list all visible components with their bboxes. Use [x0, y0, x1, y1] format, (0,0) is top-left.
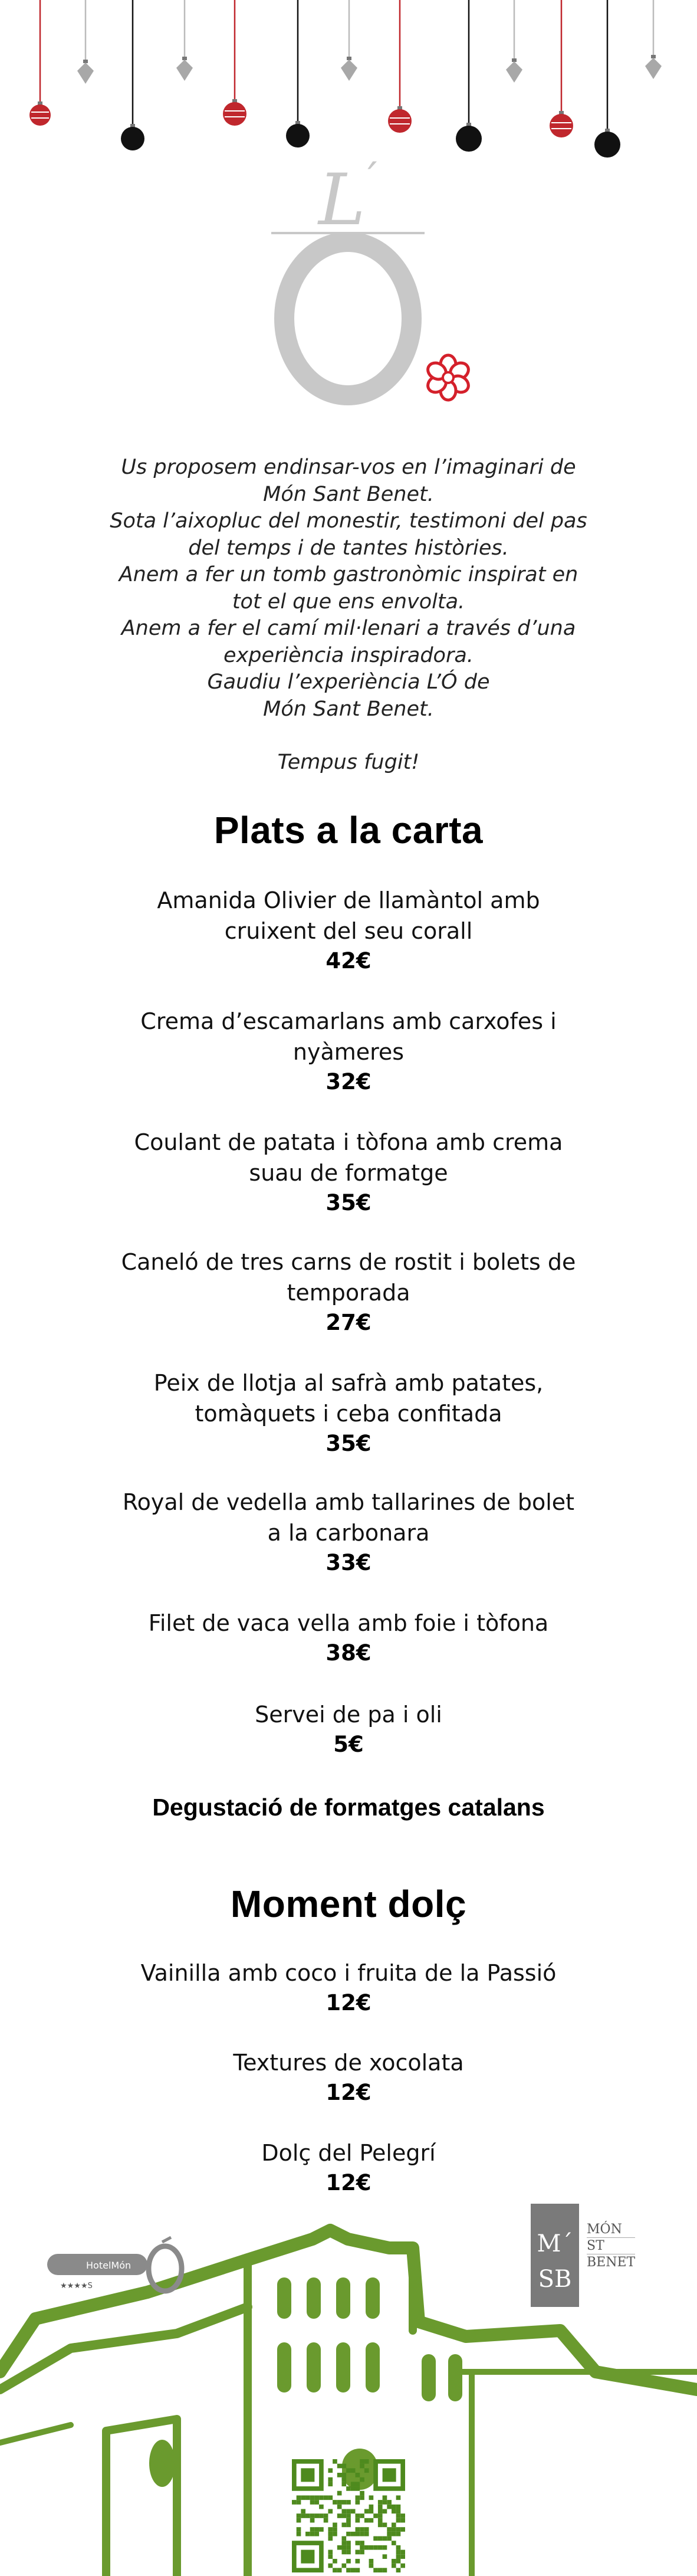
qr-module	[310, 2527, 315, 2532]
qr-module	[396, 2505, 401, 2509]
qr-module	[310, 2495, 315, 2500]
qr-module	[387, 2505, 392, 2509]
dish-name: temporada	[287, 1280, 410, 1306]
qr-module	[341, 2564, 346, 2568]
dish-item	[83, 885, 614, 976]
dessert-title: Moment dolç	[230, 1883, 467, 1925]
menu-title: Plats a la carta	[213, 809, 484, 851]
qr-module	[396, 2568, 401, 2572]
qr-module	[387, 2532, 392, 2536]
qr-module	[400, 2513, 405, 2518]
qr-module	[369, 2545, 374, 2550]
ornament-bauble	[594, 132, 620, 158]
intro-motto: Tempus fugit!	[277, 750, 420, 774]
qr-module	[314, 2513, 319, 2518]
dish-price: 42€	[326, 948, 371, 974]
qr-module	[314, 2500, 319, 2505]
qr-module	[333, 2459, 337, 2464]
qr-module	[396, 2495, 401, 2500]
qr-module	[292, 2500, 297, 2505]
qr-module	[356, 2513, 360, 2518]
qr-module	[341, 2509, 346, 2513]
dessert-price: 12€	[326, 2170, 371, 2195]
qr-module	[346, 2559, 351, 2564]
qr-module	[351, 2482, 356, 2486]
qr-module	[383, 2536, 387, 2541]
intro-line: Món Sant Benet.	[263, 697, 434, 721]
qr-module	[369, 2559, 374, 2564]
intro-line: Sota l’aixopluc del monestir, testimoni del pas	[110, 509, 587, 533]
qr-module	[356, 2541, 360, 2545]
dish-price: 33€	[326, 1550, 371, 1575]
qr-module	[360, 2513, 364, 2518]
michelin-star-icon	[425, 355, 472, 400]
qr-module	[341, 2523, 346, 2528]
qr-module	[328, 2477, 333, 2482]
dish-price: 35€	[326, 1431, 371, 1456]
qr-module	[360, 2495, 364, 2500]
qr-module	[310, 2500, 315, 2505]
qr-module	[400, 2518, 405, 2523]
qr-module	[364, 2532, 369, 2536]
qr-module	[346, 2509, 351, 2513]
qr-module	[346, 2550, 351, 2555]
qr-module	[337, 2545, 342, 2550]
qr-module	[341, 2536, 346, 2541]
qr-module	[392, 2505, 396, 2509]
qr-module	[346, 2541, 351, 2545]
dish-name: Crema d’escamarlans amb carxofes i	[140, 1008, 557, 1034]
qr-module	[328, 2482, 333, 2486]
dish-price: 27€	[326, 1310, 371, 1335]
qr-module	[351, 2568, 356, 2572]
dessert-item	[83, 2047, 614, 2108]
qr-module	[346, 2568, 351, 2572]
qr-module	[346, 2518, 351, 2523]
intro-line: tot el que ens envolta.	[232, 589, 465, 614]
qr-module	[333, 2527, 337, 2532]
dish-item	[83, 1127, 614, 1218]
dish-name: Peix de llotja al safrà amb patates,	[153, 1370, 544, 1396]
qr-module	[346, 2486, 351, 2491]
qr-module	[356, 2559, 360, 2564]
qr-module	[356, 2518, 360, 2523]
qr-module	[373, 2568, 378, 2572]
qr-module	[392, 2541, 396, 2545]
ornament-bauble	[176, 60, 193, 81]
dish-name: cruixent del seu corall	[224, 918, 473, 944]
qr-module	[346, 2523, 351, 2528]
qr-module	[341, 2500, 346, 2505]
qr-module	[328, 2495, 333, 2500]
qr-module	[373, 2545, 378, 2550]
qr-module	[383, 2568, 387, 2572]
ornament-bauble	[341, 60, 357, 81]
qr-module	[396, 2550, 401, 2555]
qr-module	[396, 2554, 401, 2559]
qr-module	[356, 2486, 360, 2491]
qr-module	[378, 2505, 383, 2509]
qr-module	[319, 2505, 324, 2509]
dish-item	[83, 1247, 614, 1338]
dish-price: 35€	[326, 1190, 371, 1215]
qr-module	[310, 2513, 315, 2518]
qr-module	[297, 2532, 301, 2536]
qr-module	[378, 2500, 383, 2505]
qr-module	[341, 2550, 346, 2555]
qr-module	[297, 2495, 301, 2500]
qr-module	[383, 2523, 387, 2528]
qr-module	[378, 2545, 383, 2550]
dish-name: Amanida Olivier de llamàntol amb	[157, 887, 540, 913]
qr-module	[328, 2554, 333, 2559]
qr-module	[392, 2532, 396, 2536]
qr-module	[337, 2505, 342, 2509]
mon-st-benet-logo	[531, 2204, 649, 2310]
msb-monogram	[531, 2204, 579, 2307]
dessert-name: Vainilla amb coco i fruita de la Passió	[140, 1960, 557, 1986]
dish-name: tomàquets i ceba confitada	[195, 1401, 502, 1427]
qr-module	[297, 2527, 301, 2532]
msb-line: ST	[587, 2237, 635, 2254]
dish-price: 32€	[326, 1069, 371, 1094]
hotel-mon-logo	[47, 2236, 189, 2295]
qr-module	[319, 2527, 324, 2532]
intro-line: experiència inspiradora.	[223, 643, 474, 667]
qr-module	[392, 2564, 396, 2568]
qr-module	[324, 2495, 328, 2500]
dish-name: Servei de pa i oli	[255, 1702, 442, 1728]
intro-text	[83, 454, 614, 776]
qr-module	[337, 2464, 342, 2469]
qr-module	[333, 2523, 337, 2528]
qr-module	[378, 2513, 383, 2518]
ornament-bauble	[121, 127, 144, 150]
qr-module	[364, 2459, 369, 2464]
dish-name: a la carbonara	[267, 1520, 430, 1546]
msb-line: BENET	[587, 2255, 636, 2270]
dish-name: Coulant de patata i tòfona amb crema	[134, 1129, 563, 1155]
msb-monogram-bottom: SB	[538, 2266, 572, 2293]
dish-item	[83, 1487, 614, 1578]
msb-wordmark	[587, 2221, 635, 2270]
dessert-name: Textures de xocolata	[233, 2050, 464, 2076]
svg-text:´: ´	[360, 159, 380, 205]
qr-module	[328, 2532, 333, 2536]
ornament-bauble	[286, 124, 310, 148]
qr-module	[383, 2509, 387, 2513]
qr-finder	[301, 2468, 314, 2482]
qr-module	[297, 2513, 301, 2518]
christmas-ornaments	[0, 0, 697, 177]
qr-module	[328, 2468, 333, 2473]
qr-module	[305, 2532, 310, 2536]
dish-item	[83, 1006, 614, 1097]
qr-module	[378, 2509, 383, 2513]
qr-module	[360, 2527, 364, 2532]
intro-line: Món Sant Benet.	[263, 482, 434, 506]
qr-module	[369, 2505, 374, 2509]
qr-module	[400, 2564, 405, 2568]
ornament-bauble	[29, 104, 51, 126]
qr-module	[383, 2495, 387, 2500]
dish-name: suau de formatge	[249, 1160, 448, 1186]
dish-name: Filet de vaca vella amb foie i tòfona	[148, 1610, 549, 1636]
qr-module	[360, 2545, 364, 2550]
qr-module	[360, 2464, 364, 2469]
dish-name: Caneló de tres carns de rostit i bolets de	[121, 1249, 576, 1275]
qr-module	[301, 2513, 305, 2518]
qr-module	[337, 2500, 342, 2505]
qr-module	[333, 2532, 337, 2536]
qr-module	[360, 2459, 364, 2464]
qr-module	[387, 2500, 392, 2505]
qr-module	[328, 2536, 333, 2541]
qr-module	[387, 2536, 392, 2541]
ornament-bauble	[506, 61, 522, 83]
qr-module	[297, 2518, 301, 2523]
qr-module	[396, 2545, 401, 2550]
qr-module	[400, 2550, 405, 2555]
qr-module	[305, 2495, 310, 2500]
qr-module	[337, 2491, 342, 2496]
dish-name: Royal de vedella amb tallarines de bolet	[122, 1489, 575, 1515]
qr-module	[360, 2491, 364, 2496]
intro-line: Us proposem endinsar-vos en l’imaginari de	[121, 455, 576, 479]
qr-module	[319, 2513, 324, 2518]
qr-module	[360, 2532, 364, 2536]
qr-module	[341, 2477, 346, 2482]
qr-module	[328, 2527, 333, 2532]
cheese-tasting: Degustació de formatges catalans	[152, 1794, 545, 1821]
qr-module	[356, 2532, 360, 2536]
qr-module	[351, 2509, 356, 2513]
qr-module	[314, 2527, 319, 2532]
qr-module	[360, 2550, 364, 2555]
ornament-bauble	[550, 114, 573, 137]
qr-module	[324, 2513, 328, 2518]
qr-module	[341, 2464, 346, 2469]
qr-module	[383, 2545, 387, 2550]
qr-module	[341, 2545, 346, 2550]
dish-name: nyàmeres	[292, 1039, 405, 1065]
qr-module	[373, 2536, 378, 2541]
dessert-name: Dolç del Pelegrí	[261, 2140, 436, 2166]
dish-item	[83, 1699, 614, 1759]
qr-module	[369, 2509, 374, 2513]
qr-module	[324, 2518, 328, 2523]
qr-module	[356, 2500, 360, 2505]
qr-module	[356, 2473, 360, 2477]
qr-module	[392, 2559, 396, 2564]
dish-price: 38€	[326, 1640, 371, 1666]
qr-module	[351, 2532, 356, 2536]
qr-module	[356, 2568, 360, 2572]
ornament-bauble	[456, 126, 482, 152]
qr-module	[346, 2545, 351, 2550]
ornament-bauble	[77, 63, 94, 84]
qr-module	[356, 2482, 360, 2486]
qr-module	[351, 2486, 356, 2491]
qr-module	[378, 2536, 383, 2541]
qr-module	[378, 2523, 383, 2528]
qr-module	[378, 2518, 383, 2523]
qr-module	[396, 2513, 401, 2518]
ornament-bauble	[223, 102, 246, 126]
intro-line: del temps i de tantes històries.	[188, 536, 509, 560]
qr-module	[396, 2509, 401, 2513]
qr-module	[337, 2473, 342, 2477]
dessert-item	[83, 1958, 614, 2018]
qr-module	[341, 2482, 346, 2486]
qr-module	[310, 2518, 315, 2523]
msb-monogram-top: M´	[537, 2230, 573, 2257]
qr-module	[314, 2532, 319, 2536]
qr-module	[301, 2495, 305, 2500]
qr-code-icon[interactable]	[292, 2459, 405, 2572]
qr-module	[356, 2550, 360, 2555]
qr-module	[396, 2518, 401, 2523]
qr-module	[301, 2509, 305, 2513]
qr-module	[373, 2513, 378, 2518]
qr-module	[319, 2495, 324, 2500]
qr-module	[369, 2564, 374, 2568]
dish-item	[83, 1608, 614, 1668]
svg-text:L: L	[318, 159, 366, 241]
restaurant-logo	[248, 159, 495, 413]
msb-line: MÓN	[587, 2222, 622, 2237]
qr-module	[364, 2509, 369, 2513]
qr-module	[341, 2541, 346, 2545]
qr-finder	[383, 2468, 396, 2482]
qr-module	[356, 2527, 360, 2532]
qr-module	[328, 2509, 333, 2513]
qr-module	[356, 2495, 360, 2500]
qr-module	[383, 2554, 387, 2559]
qr-module	[333, 2500, 337, 2505]
qr-module	[314, 2495, 319, 2500]
hotel-mon-label: HotelMón	[86, 2260, 131, 2271]
qr-module	[392, 2523, 396, 2528]
qr-module	[360, 2477, 364, 2482]
qr-module	[369, 2518, 374, 2523]
qr-module	[346, 2500, 351, 2505]
qr-module	[364, 2545, 369, 2550]
dish-price: 5€	[333, 1732, 364, 1757]
intro-line: Anem a fer un tomb gastronòmic inspirat en	[119, 563, 578, 586]
qr-module	[337, 2568, 342, 2572]
qr-module	[400, 2527, 405, 2532]
qr-module	[310, 2532, 315, 2536]
qr-finder	[301, 2550, 314, 2564]
qr-module	[351, 2468, 356, 2473]
qr-module	[396, 2559, 401, 2564]
qr-module	[378, 2568, 383, 2572]
intro-line: Gaudiu l’experiència L’Ó de	[207, 670, 490, 694]
qr-module	[396, 2527, 401, 2532]
qr-module	[333, 2568, 337, 2572]
qr-module	[400, 2554, 405, 2559]
qr-module	[346, 2532, 351, 2536]
qr-module	[387, 2527, 392, 2532]
qr-module	[360, 2541, 364, 2545]
dessert-item	[83, 2138, 614, 2198]
dish-item	[83, 1368, 614, 1459]
hotel-stars: ★★★★S	[60, 2282, 93, 2290]
ornament-bauble	[645, 58, 662, 79]
qr-module	[341, 2473, 346, 2477]
dessert-price: 12€	[326, 1990, 371, 2015]
qr-module	[364, 2518, 369, 2523]
qr-module	[337, 2513, 342, 2518]
qr-module	[392, 2509, 396, 2513]
qr-module	[346, 2468, 351, 2473]
qr-module	[392, 2527, 396, 2532]
qr-module	[341, 2513, 346, 2518]
intro-line: Anem a fer el camí mil·lenari a través d’una	[121, 617, 576, 640]
qr-module	[328, 2550, 333, 2555]
qr-module	[333, 2559, 337, 2564]
qr-module	[383, 2500, 387, 2505]
dessert-price: 12€	[326, 2080, 371, 2105]
qr-module	[364, 2468, 369, 2473]
qr-module	[305, 2513, 310, 2518]
qr-module	[396, 2532, 401, 2536]
qr-module	[297, 2500, 301, 2505]
qr-module	[346, 2513, 351, 2518]
qr-module	[369, 2495, 374, 2500]
qr-module	[364, 2527, 369, 2532]
ornament-bauble	[388, 109, 412, 133]
qr-module	[328, 2564, 333, 2568]
